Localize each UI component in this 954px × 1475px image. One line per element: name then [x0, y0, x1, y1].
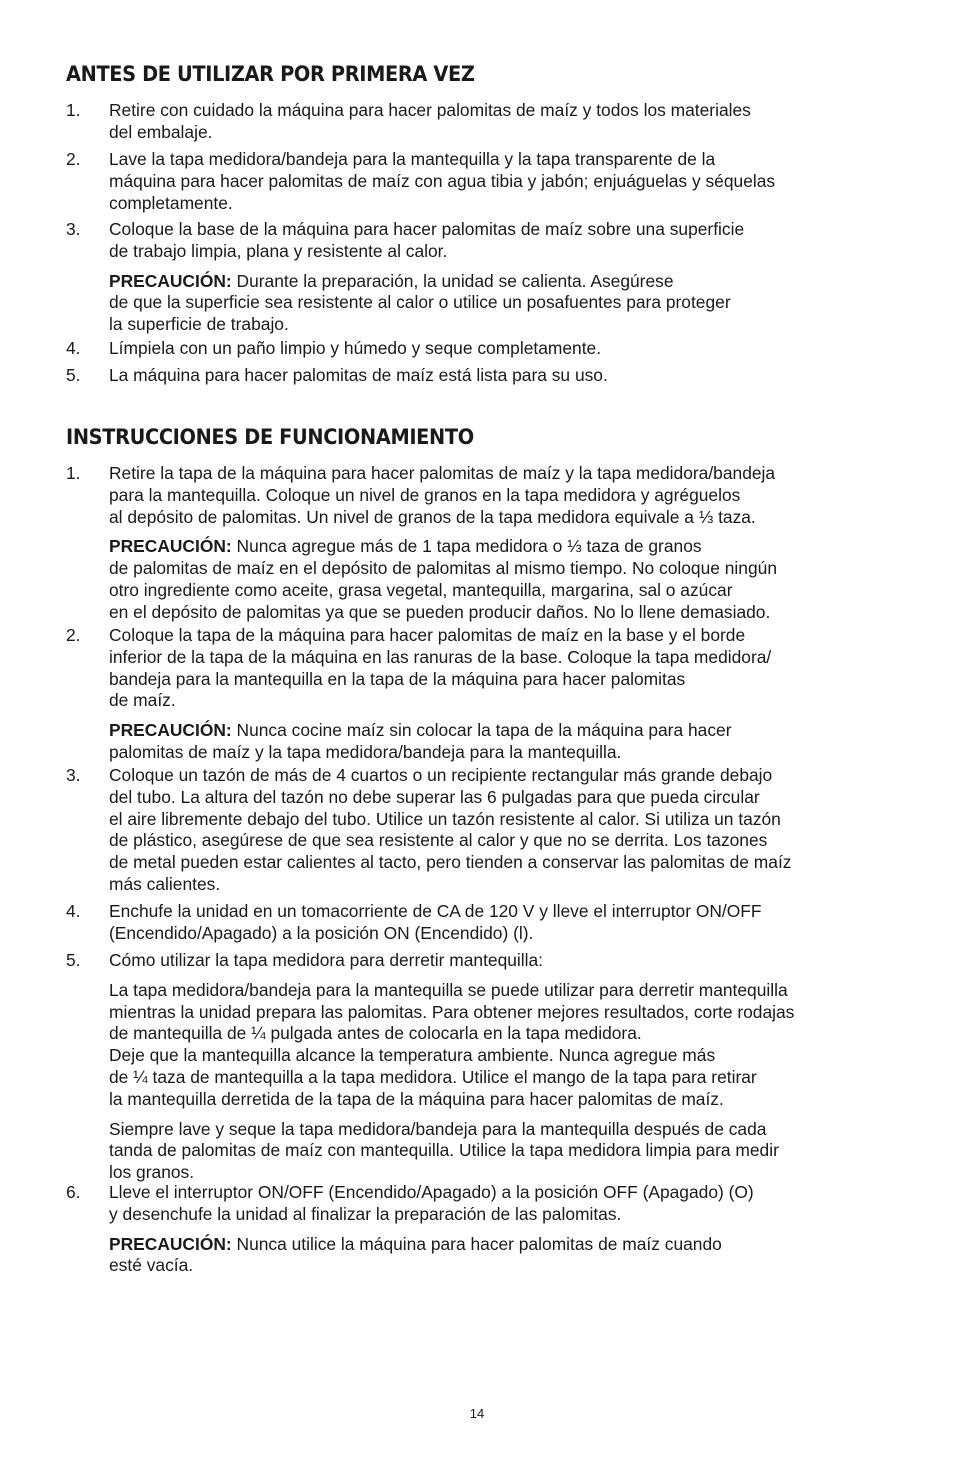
butter-instructions: La tapa medidora/bandeja para la mantequilla se puede utilizar para derretir mantequilla mientras la unidad prepara las palomitas. Para obtener mejores resultados, corte rodajas de mantequilla de ¼ pulgada antes de colocarla en la tapa medidora. Deje que la mantequilla alcance la temperatura ambiente. Nunca agregue más de ¼ taza de mantequilla a la tapa medidora. Utilice el mango de la tapa para retirar la mantequilla derretida de la tapa de la máquina para hacer palomitas de maíz.	[109, 979, 795, 1109]
caution-note	[109, 536, 896, 623]
caution-label: PRECAUCIÓN:	[109, 270, 232, 291]
list-item-first-use-3	[66, 219, 896, 336]
list-item-text: Retire con cuidado la máquina para hacer palomitas de maíz y todos los materiales del embalaje.	[109, 100, 751, 142]
list-item-number: 4.	[66, 901, 81, 921]
caution-note	[109, 720, 896, 764]
list-item-first-use-4	[66, 338, 896, 360]
list-item-first-use-1	[66, 100, 896, 144]
list-item-operation-4	[66, 901, 896, 945]
list-item-number: 1.	[66, 463, 81, 483]
list-item-number: 2.	[66, 149, 81, 169]
list-item-text: Lleve el interruptor ON/OFF (Encendido/Apagado) a la posición OFF (Apagado) (O) y desenchufe la unidad al finalizar la preparación de las palomitas.	[109, 1182, 754, 1224]
list-item-operation-5	[66, 950, 896, 1184]
list-item-text: Enchufe la unidad en un tomacorriente de CA de 120 V y lleve el interruptor ON/OFF (Encendido/Apagado) a la posición ON (Encendido) (l).	[109, 901, 762, 943]
list-item-text: La máquina para hacer palomitas de maíz está lista para su uso.	[109, 365, 608, 385]
caution-text: Nunca cocine maíz sin colocar la tapa de la máquina para hacer palomitas de maíz y la tapa medidora/bandeja para la mantequilla.	[109, 720, 732, 762]
list-item-first-use-2	[66, 149, 896, 214]
page-number: 14	[469, 1406, 485, 1421]
butter-cleaning-note: Siempre lave y seque la tapa medidora/bandeja para la mantequilla después de cada tanda de palomitas de maíz con mantequilla. Utilice la tapa medidora limpia para medir los granos.	[109, 1118, 779, 1183]
list-item-number: 5.	[66, 950, 81, 970]
list-item-text: Coloque un tazón de más de 4 cuartos o un recipiente rectangular más grande debajo del tubo. La altura del tazón no debe superar las 6 pulgadas para que pueda circular el aire libremente debajo del tubo. Utilice un tazón resistente al calor. Si utiliza un tazón de plástico, asegúrese de que sea resistente al calor y que no se derrita. Los tazones de metal pueden estar calientes al tacto, pero tienden a conservar las palomitas de maíz más calientes.	[109, 765, 792, 894]
list-item-text: Lave la tapa medidora/bandeja para la mantequilla y la tapa transparente de la máquina para hacer palomitas de maíz con agua tibia y jabón; enjuáguelas y séquelas completamente.	[109, 149, 776, 213]
caution-label: PRECAUCIÓN:	[109, 536, 232, 557]
caution-text: Nunca agregue más de 1 tapa medidora o ⅓ taza de granos de palomitas de maíz en el depósito de palomitas al mismo tiempo. No coloque ningún otro ingrediente como aceite, grasa vegetal, mantequilla, margarina, sal o azúcar en el depósito de palomitas ya que se pueden producir daños. No lo llene demasiado.	[109, 536, 777, 622]
list-item-first-use-5	[66, 365, 896, 387]
list-item-operation-2	[66, 625, 896, 764]
caution-label: PRECAUCIÓN:	[109, 720, 232, 741]
list-item-text: Coloque la base de la máquina para hacer palomitas de maíz sobre una superficie de trabajo limpia, plana y resistente al calor.	[109, 219, 745, 261]
section-heading-operation: INSTRUCCIONES DE FUNCIONAMIENTO	[66, 425, 474, 450]
list-item-number: 6.	[66, 1182, 81, 1202]
list-item-text: Coloque la tapa de la máquina para hacer palomitas de maíz en la base y el borde inferior de la tapa de la máquina en las ranuras de la base. Coloque la tapa medidora/ bandeja para la mantequilla en la tapa de la máquina para hacer palomitas de maíz.	[109, 625, 772, 711]
list-item-number: 3.	[66, 219, 81, 239]
caution-note	[109, 1234, 896, 1278]
list-item-text: Cómo utilizar la tapa medidora para derretir mantequilla:	[109, 950, 544, 970]
list-item-operation-1	[66, 463, 896, 624]
list-item-operation-6	[66, 1182, 896, 1277]
list-item-number: 5.	[66, 365, 81, 385]
section-heading-first-use: ANTES DE UTILIZAR POR PRIMERA VEZ	[66, 62, 475, 87]
list-item-number: 3.	[66, 765, 81, 785]
caution-text: Nunca utilice la máquina para hacer palomitas de maíz cuando esté vacía.	[109, 1233, 722, 1276]
list-item-number: 4.	[66, 338, 81, 358]
caution-text: Durante la preparación, la unidad se calienta. Asegúrese de que la superficie sea resistente al calor o utilice un posafuentes para proteger la superficie de trabajo.	[109, 270, 731, 335]
caution-label: PRECAUCIÓN:	[109, 1233, 232, 1254]
list-item-operation-3	[66, 765, 896, 896]
caution-note	[109, 271, 896, 336]
list-item-number: 2.	[66, 625, 81, 645]
list-item-text: Límpiela con un paño limpio y húmedo y seque completamente.	[109, 338, 602, 358]
list-item-text: Retire la tapa de la máquina para hacer palomitas de maíz y la tapa medidora/bandeja para la mantequilla. Coloque un nivel de granos en la tapa medidora y agréguelos al depósito de palomitas. Un nivel de granos de la tapa medidora equivale a ⅓ taza.	[109, 463, 776, 527]
list-item-number: 1.	[66, 100, 81, 120]
